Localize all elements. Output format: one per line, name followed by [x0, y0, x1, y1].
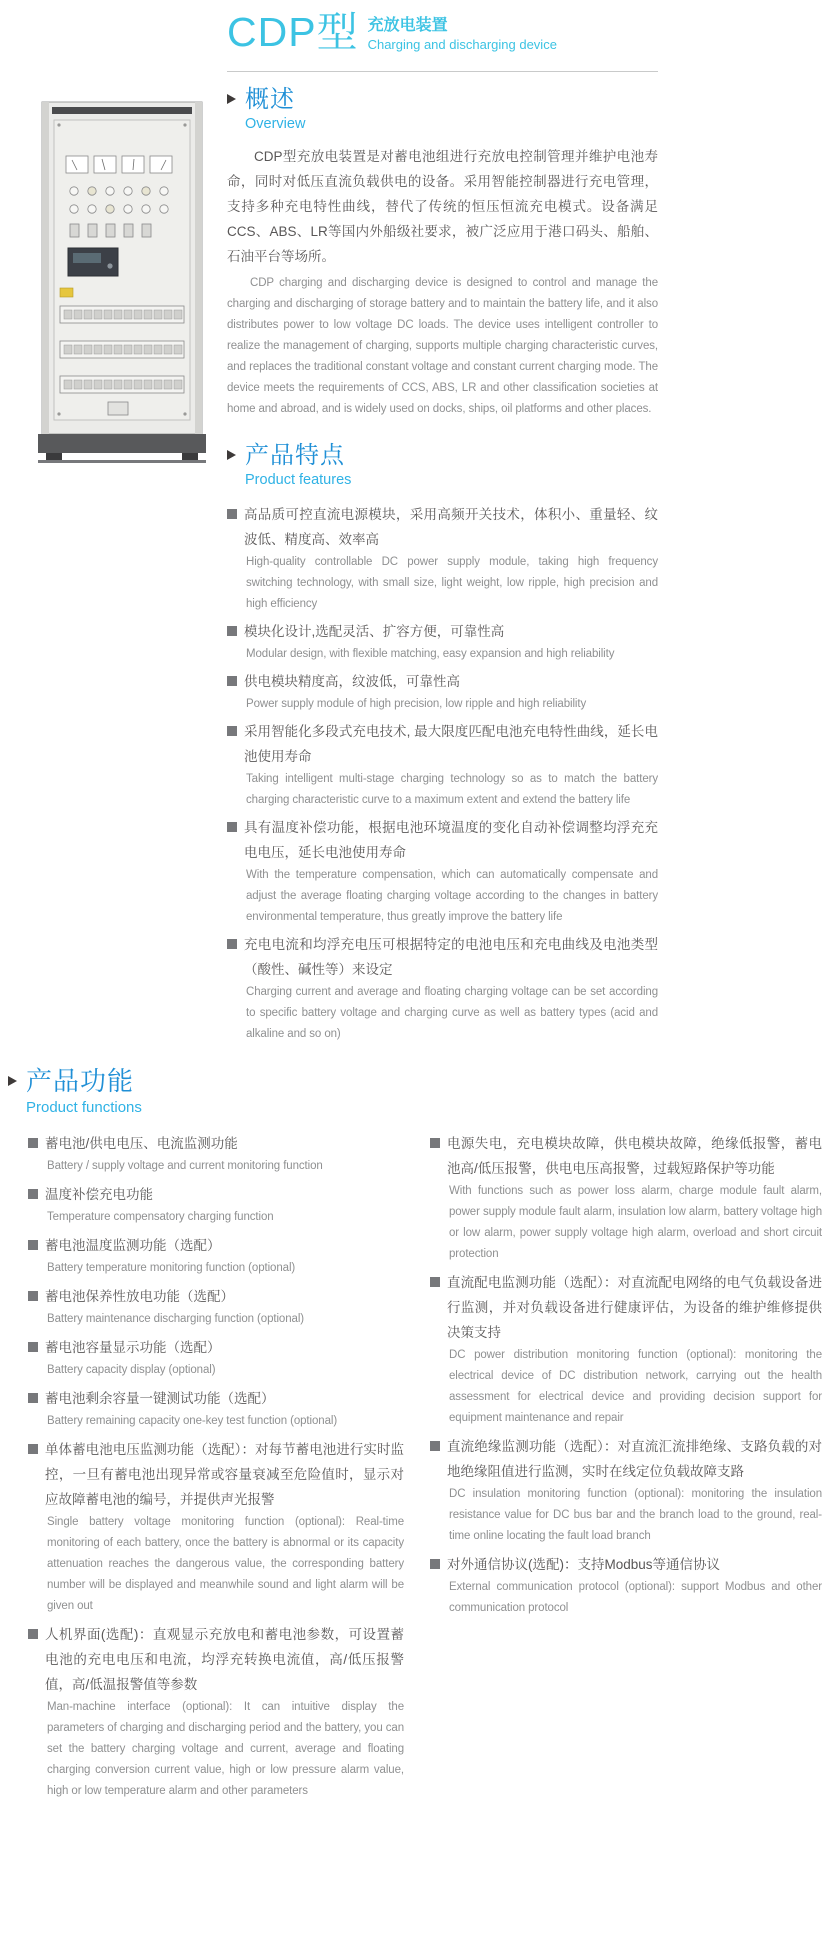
square-bullet-icon	[430, 1277, 440, 1287]
item-text-zh: 供电模块精度高，纹波低，可靠性高	[244, 674, 460, 689]
item-text-en: External communication protocol (optional): support Modbus and other communication protocol	[449, 1581, 822, 1614]
list-item	[227, 815, 658, 928]
model-subtitle	[368, 16, 557, 56]
item-text-zh: 采用智能化多段式充电技术, 最大限度匹配电池充电特性曲线，延长电池使用寿命	[244, 724, 658, 764]
model-title: CDP型	[227, 9, 359, 55]
item-text-zh: 直流绝缘监测功能（选配）：对直流汇流排绝缘、支路负载的对地绝缘阻值进行监测，实时在线定位负载故障支路	[447, 1439, 822, 1479]
item-text-en: Battery remaining capacity one-key test function (optional)	[47, 1415, 338, 1427]
square-bullet-icon	[227, 939, 237, 949]
square-bullet-icon	[28, 1393, 38, 1403]
square-bullet-icon	[430, 1138, 440, 1148]
list-item	[28, 1622, 404, 1802]
brand-header	[227, 8, 658, 56]
item-text-zh: 模块化设计,选配灵活、扩容方便，可靠性高	[244, 624, 505, 639]
item-text-zh: 温度补偿充电功能	[45, 1187, 153, 1202]
overview-title-zh: 概述	[245, 86, 295, 113]
item-text-zh: 蓄电池剩余容量一键测试功能（选配）	[45, 1391, 275, 1406]
item-text-zh: 单体蓄电池电压监测功能（选配）：对每节蓄电池进行实时监控，一旦有蓄电池出现异常或容量衰减至危险值时，显示对应故障蓄电池的编号，并提供声光报警	[45, 1442, 404, 1507]
features-title-en: Product features	[245, 472, 352, 488]
item-text-en: Temperature compensatory charging function	[47, 1211, 274, 1223]
item-text-zh: 高品质可控直流电源模块，采用高频开关技术，体积小、重量轻、纹波低、精度高、效率高	[244, 507, 658, 547]
feature-list	[227, 502, 658, 1045]
right-column	[227, 86, 658, 1049]
functions-title-zh: 产品功能	[26, 1066, 135, 1096]
list-item	[430, 1434, 822, 1547]
item-text-en: DC power distribution monitoring function (optional): monitoring the electrical device of DC distribution network, carrying out the health assessment for electrical device and providing decision support for equipment maintenance and repair	[449, 1349, 822, 1424]
list-item	[227, 932, 658, 1045]
section-arrow-icon	[8, 1076, 17, 1086]
item-text-en: Battery maintenance discharging function (optional)	[47, 1313, 304, 1325]
overview-title-en: Overview	[245, 116, 306, 132]
item-text-en: Taking intelligent multi-stage charging technology so as to match the battery charging characteristic curve to a maximum extent and extend the battery life	[246, 773, 658, 806]
list-item	[227, 669, 658, 715]
list-item	[430, 1270, 822, 1429]
functions-title-en: Product functions	[26, 1099, 142, 1116]
square-bullet-icon	[227, 676, 237, 686]
list-item	[28, 1437, 404, 1617]
list-item	[28, 1182, 404, 1228]
item-text-zh: 充电电流和均浮充电压可根据特定的电池电压和充电曲线及电池类型（酸性、碱性等）来设定	[244, 937, 658, 977]
item-text-en: Battery temperature monitoring function (optional)	[47, 1262, 296, 1274]
product-cabinet-image	[28, 96, 218, 471]
item-text-zh: 具有温度补偿功能，根据电池环境温度的变化自动补偿调整均浮充充电电压，延长电池使用寿命	[244, 820, 658, 860]
square-bullet-icon	[28, 1291, 38, 1301]
list-item	[28, 1131, 404, 1177]
square-bullet-icon	[227, 509, 237, 519]
item-text-en: DC insulation monitoring function (optional): monitoring the insulation resistance value for DC bus bar and the branch load to the ground, real-time online locating the fault load branch	[449, 1488, 822, 1542]
subtitle-en: Charging and discharging device	[367, 37, 557, 52]
overview-section-header	[227, 86, 658, 134]
square-bullet-icon	[430, 1559, 440, 1569]
functions-right-column	[430, 1131, 822, 1807]
list-item	[430, 1552, 822, 1619]
item-text-en: Modular design, with flexible matching, easy expansion and high reliability	[246, 648, 615, 660]
functions-section	[8, 1066, 822, 1807]
item-text-en: With the temperature compensation, which can automatically compensate and adjust the average floating charging voltage according to the changes in battery environmental temperature, thus greatly improve the battery life	[246, 869, 658, 923]
functions-left-column	[28, 1131, 404, 1807]
list-item	[227, 502, 658, 615]
square-bullet-icon	[28, 1138, 38, 1148]
item-text-zh: 直流配电监测功能（选配）：对直流配电网络的电气负载设备进行监测，并对负载设备进行健康评估，为设备的维护维修提供决策支持	[447, 1275, 822, 1340]
section-arrow-icon	[227, 94, 236, 104]
list-item	[28, 1386, 404, 1432]
item-text-en: Battery / supply voltage and current monitoring function	[47, 1160, 323, 1172]
overview-paragraph-en: CDP charging and discharging device is designed to control and manage the charging and discharging of storage battery and to maintain the battery life, and it also distributes power to low voltage DC loads. The device uses intelligent controller to realize the management of charging, supports multiple charging characteristic curves, and replaces the traditional constant voltage and constant current charging mode. The device meets the requirements of CCS, ABS, LR and other classification societies at home and abroad, and is widely used on docks, ships, oil platforms and other places.	[227, 277, 658, 415]
square-bullet-icon	[28, 1629, 38, 1639]
item-text-zh: 蓄电池/供电电压、电流监测功能	[45, 1136, 238, 1151]
functions-section-header	[8, 1066, 822, 1117]
list-item	[28, 1335, 404, 1381]
list-item	[430, 1131, 822, 1265]
functions-columns	[8, 1131, 822, 1807]
list-item	[28, 1233, 404, 1279]
list-item	[28, 1284, 404, 1330]
header-divider	[227, 71, 658, 72]
square-bullet-icon	[28, 1444, 38, 1454]
square-bullet-icon	[28, 1240, 38, 1250]
square-bullet-icon	[227, 822, 237, 832]
square-bullet-icon	[28, 1342, 38, 1352]
square-bullet-icon	[430, 1441, 440, 1451]
subtitle-zh: 充放电装置	[367, 17, 448, 34]
features-title-zh: 产品特点	[245, 442, 345, 469]
features-section-header	[227, 442, 658, 490]
item-text-zh: 蓄电池温度监测功能（选配）	[45, 1238, 221, 1253]
list-item	[227, 719, 658, 811]
item-text-zh: 对外通信协议(选配)：支持Modbus等通信协议	[447, 1557, 721, 1572]
section-arrow-icon	[227, 450, 236, 460]
item-text-en: With functions such as power loss alarm, charge module fault alarm, power supply module fault alarm, insulation low alarm, battery voltage high or low alarm, power supply voltage high alarm, overload and short circuit protection	[449, 1185, 822, 1260]
item-text-zh: 人机界面(选配)：直观显示充放电和蓄电池参数，可设置蓄电池的充电电压和电流，均浮充转换电流值，高/低压报警值，高/低温报警值等参数	[45, 1627, 404, 1692]
item-text-en: Battery capacity display (optional)	[47, 1364, 216, 1376]
item-text-zh: 蓄电池容量显示功能（选配）	[45, 1340, 221, 1355]
item-text-en: High-quality controllable DC power supply module, taking high frequency switching technology, with small size, light weight, low ripple, high precision and high efficiency	[246, 556, 658, 610]
list-item	[227, 619, 658, 665]
square-bullet-icon	[28, 1189, 38, 1199]
item-text-zh: 电源失电，充电模块故障，供电模块故障，绝缘低报警，蓄电池高/低压报警，供电电压高报警，过载短路保护等功能	[447, 1136, 822, 1176]
square-bullet-icon	[227, 726, 237, 736]
item-text-en: Man-machine interface (optional): It can intuitive display the parameters of charging and discharging period and the battery, you can set the battery charging voltage and current, average and floating charging conversion current value, high or low pressure alarm value, high or low temperature alarm and other parameters	[47, 1701, 404, 1797]
item-text-en: Charging current and average and floating charging voltage can be set according to specific battery voltage and charging curve as well as battery types (acid and alkaline and so on)	[246, 986, 658, 1040]
item-text-en: Power supply module of high precision, low ripple and high reliability	[246, 698, 587, 710]
item-text-en: Single battery voltage monitoring function (optional): Real-time monitoring of each battery, once the battery is abnormal or its capacity attenuation reaches the dangerous value, the corresponding battery number will be displayed and meanwhile sound and light alarm will be given out	[47, 1516, 404, 1612]
overview-paragraph-zh: CDP型充放电装置是对蓄电池组进行充放电控制管理并维护电池寿命，同时对低压直流负载供电的设备。采用智能控制器进行充电管理，支持多种充电特性曲线，替代了传统的恒压恒流充电模式。设备满足CCS、ABS、LR等国内外船级社要求，被广泛应用于港口码头、船舶、石油平台等场所。	[227, 149, 658, 264]
item-text-zh: 蓄电池保养性放电功能（选配）	[45, 1289, 234, 1304]
square-bullet-icon	[227, 626, 237, 636]
